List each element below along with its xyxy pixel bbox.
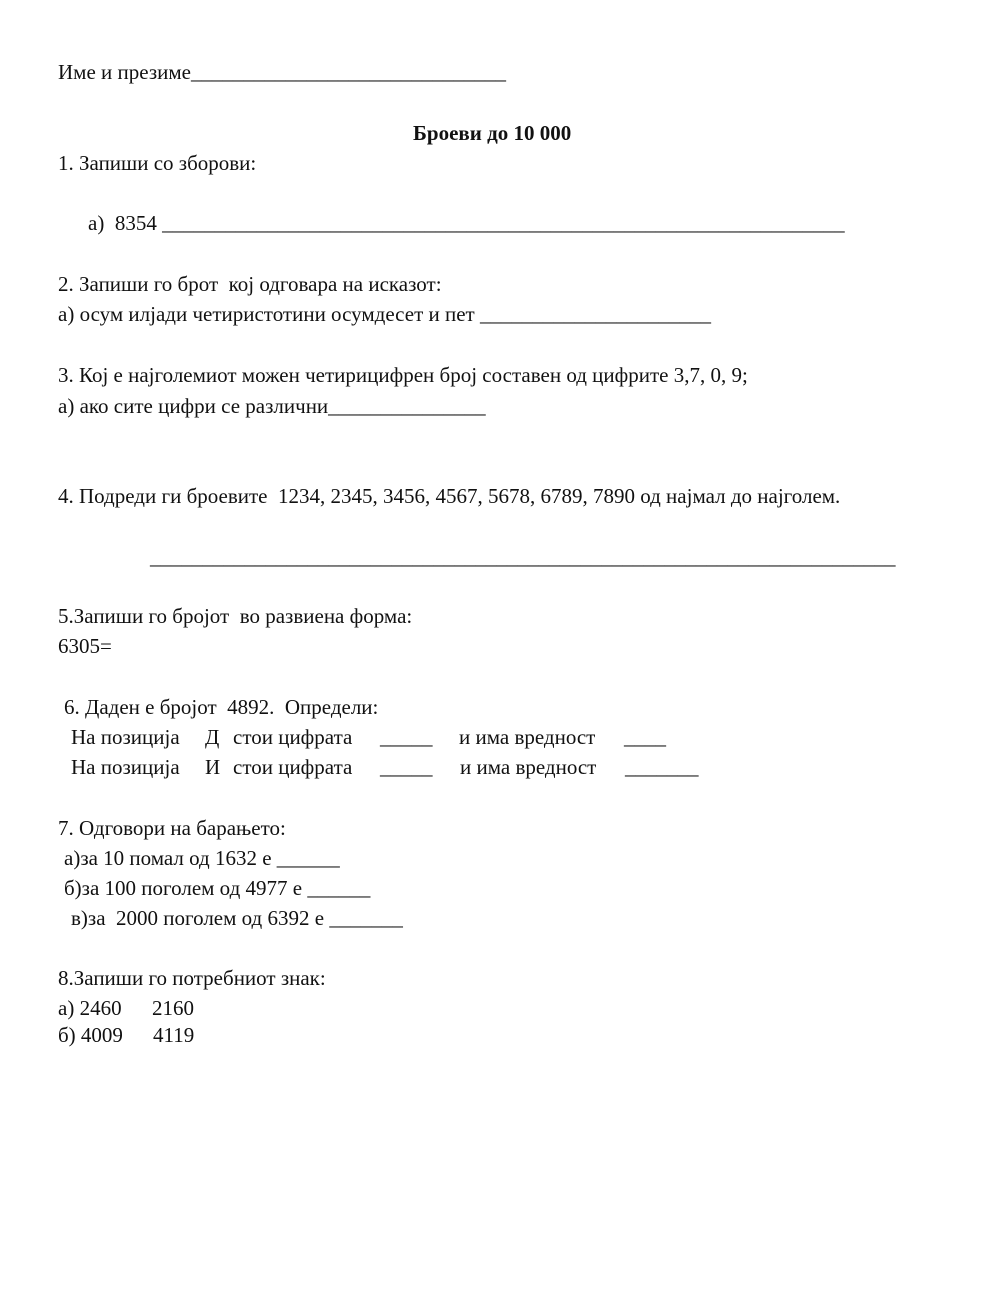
q6-row2-position-letter: И: [205, 755, 221, 779]
q3-heading: 3. Кој е најголемиот можен четирицифрен број составен од цифрите 3,7, 0, 9;: [58, 363, 748, 387]
q6-row1-digit-label: стои цифрата: [233, 725, 353, 749]
page-title: Броеви до 10 000: [413, 121, 572, 145]
q1-a-answer-line[interactable]: а) 8354 _________________________________________________________________: [88, 211, 845, 235]
q8-b-label: б) 4009: [58, 1023, 123, 1047]
q6-row1-value-blank[interactable]: ____: [624, 725, 666, 749]
q3-a-answer-line[interactable]: а) ако сите цифри се различни_______________: [58, 394, 486, 418]
q6-row1-value-label: и има вредност: [459, 725, 596, 749]
q6-row2-digit-blank[interactable]: _____: [380, 755, 433, 779]
q7-heading: 7. Одговори на барањето:: [58, 816, 286, 840]
q8-a-compare-value: 2160: [152, 996, 194, 1020]
q6-row2-digit-label: стои цифрата: [233, 755, 353, 779]
q6-row1-digit-blank[interactable]: _____: [380, 725, 433, 749]
q7-a-answer-line[interactable]: а)за 10 помал од 1632 е ______: [64, 846, 340, 870]
q2-heading: 2. Запиши го брот кој одговара на исказот:: [58, 272, 442, 296]
q5-expression[interactable]: 6305=: [58, 634, 112, 658]
q7-b-answer-line[interactable]: б)за 100 поголем од 4977 е ______: [64, 876, 371, 900]
q8-heading: 8.Запиши го потребниот знак:: [58, 966, 326, 990]
q6-row1-label: На позиција: [71, 725, 180, 749]
q6-row1-position-letter: Д: [205, 725, 220, 749]
q6-row2-value-label: и има вредност: [460, 755, 597, 779]
q1-heading: 1. Запиши со зборови:: [58, 151, 257, 175]
q5-heading: 5.Запиши го бројот во развиена форма:: [58, 604, 413, 628]
q4-answer-line[interactable]: _______________________________________________________________________: [150, 545, 896, 569]
q2-a-answer-line[interactable]: а) осум илјади четиристотини осумдесет и пет ______________________: [58, 302, 711, 326]
q6-row2-value-blank[interactable]: _______: [625, 755, 699, 779]
q8-a-label: а) 2460: [58, 996, 122, 1020]
q7-c-answer-line[interactable]: в)за 2000 поголем од 6392 е _______: [71, 906, 403, 930]
name-line[interactable]: Име и презиме______________________________: [58, 60, 506, 84]
q4-heading: 4. Подреди ги броевите 1234, 2345, 3456, 4567, 5678, 6789, 7890 од најмал до најголем.: [58, 484, 841, 508]
q6-heading: 6. Даден е бројот 4892. Определи:: [64, 695, 379, 719]
q6-row2-label: На позиција: [71, 755, 180, 779]
q8-b-compare-value: 4119: [153, 1023, 195, 1047]
